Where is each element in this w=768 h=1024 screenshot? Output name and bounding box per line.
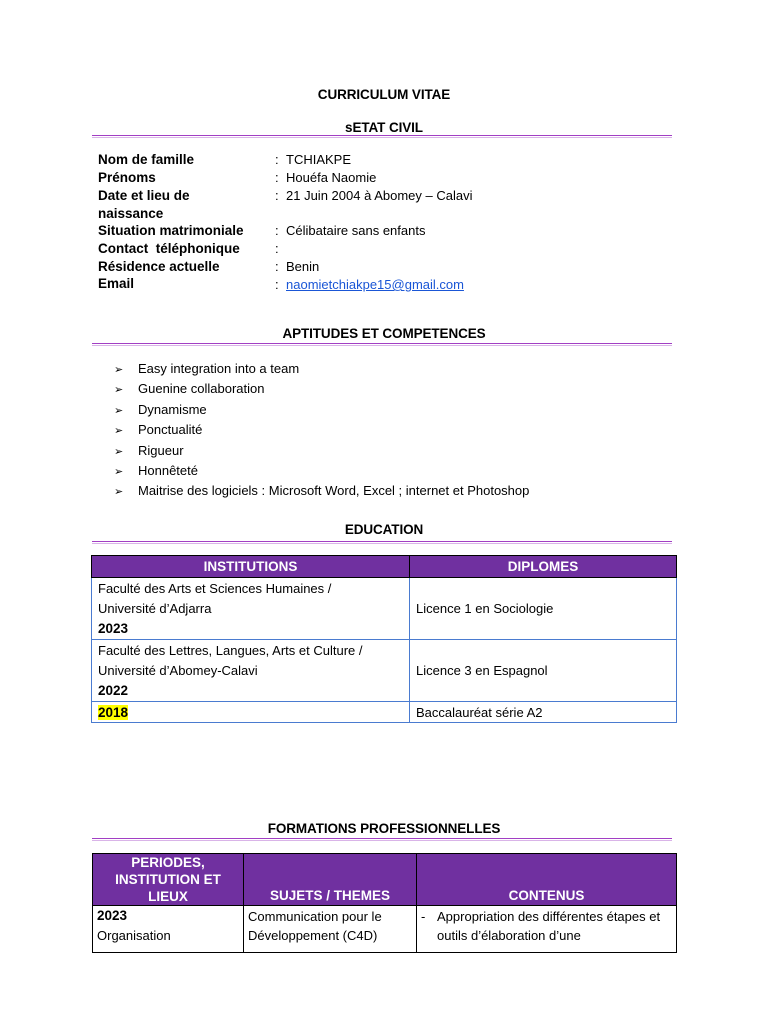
list-item: ➢ Ponctualité [114,421,202,440]
training-rule [92,838,672,839]
list-item: ➢ Dynamisme [114,401,207,420]
civil-label-email: Email [98,276,135,291]
arrow-bullet-icon: ➢ [114,446,124,458]
column-header-periodes: PERIODES, INSTITUTION ET LIEUX [93,854,244,906]
civil-heading: sETAT CIVIL [345,120,423,135]
civil-label-surname: Nom de famille [98,152,195,167]
year-label: 2023 [97,908,128,923]
list-item: ➢ Maitrise des logiciels : Microsoft Word, Excel ; internet et Photoshop [114,482,529,501]
skills-rule [92,343,672,344]
civil-label-phone: Contact téléphonique [98,241,240,256]
civil-colon: : [275,170,279,185]
year-label: 2023 [98,620,129,636]
dash-bullet: - [421,909,426,924]
civil-colon: : [275,259,279,274]
civil-colon: : [275,152,279,167]
year-label: 2022 [98,682,129,698]
list-item: ➢ Honnêteté [114,462,198,481]
column-header-contenus: CONTENUS [417,854,677,906]
column-header-institutions: INSTITUTIONS [92,556,410,578]
skills-heading: APTITUDES ET COMPETENCES [282,326,486,341]
civil-colon: : [275,241,279,256]
period-cell: 2023 Organisation [93,906,244,953]
diploma-cell: Licence 3 en Espagnol [410,640,677,702]
diploma-cell: Licence 1 en Sociologie [410,578,677,640]
table-row [92,578,677,640]
arrow-bullet-icon: ➢ [114,486,124,498]
subject-cell: Communication pour le Développement (C4D) [244,906,417,953]
table-row [92,702,677,723]
civil-value-surname: TCHIAKPE [286,152,352,167]
column-header-diplomes: DIPLOMES [410,556,677,578]
arrow-bullet-icon: ➢ [114,425,124,437]
list-item: ➢ Rigueur [114,442,184,461]
table-row [93,906,677,953]
civil-label-birth: Date et lieu de naissance [98,188,190,221]
content-cell: - Appropriation des différentes étapes et outils d’élaboration d’une [417,906,677,953]
training-heading: FORMATIONS PROFESSIONNELLES [267,821,501,836]
civil-label-firstnames: Prénoms [98,170,156,185]
arrow-bullet-icon: ➢ [114,364,124,376]
education-heading: EDUCATION [344,522,424,537]
civil-label-residence: Résidence actuelle [98,259,220,274]
column-header-sujets: SUJETS / THEMES [244,854,417,906]
civil-colon: : [275,223,279,238]
civil-value-marital: Célibataire sans enfants [286,223,426,238]
institution-cell: Faculté des Lettres, Langues, Arts et Culture / Université d’Abomey-Calavi 2022 [92,640,410,702]
table-header-row [92,556,677,578]
institution-cell: Faculté des Arts et Sciences Humaines / Université d’Adjarra 2023 [92,578,410,640]
training-table [92,853,677,953]
arrow-bullet-icon: ➢ [114,405,124,417]
civil-rule [92,135,672,136]
list-item: ➢ Easy integration into a team [114,360,299,379]
education-table [91,555,677,723]
arrow-bullet-icon: ➢ [114,384,124,396]
list-item: ➢ Guenine collaboration [114,380,264,399]
arrow-bullet-icon: ➢ [114,466,124,478]
civil-label-marital: Situation matrimoniale [98,223,244,238]
table-header-row [93,854,677,906]
civil-value-birth: 21 Juin 2004 à Abomey – Calavi [286,188,473,203]
document-title: CURRICULUM VITAE [317,87,451,102]
table-row [92,640,677,702]
civil-value-firstnames: Houéfa Naomie [286,170,377,185]
civil-colon: : [275,277,279,292]
institution-cell [92,702,410,723]
education-rule [92,541,672,542]
civil-value-residence: Benin [286,259,320,274]
civil-colon: : [275,188,279,203]
year-label: 2018 [98,704,129,720]
email-link[interactable]: naomietchiakpe15@gmail.com [286,277,464,292]
diploma-cell: Baccalauréat série A2 [410,702,677,723]
